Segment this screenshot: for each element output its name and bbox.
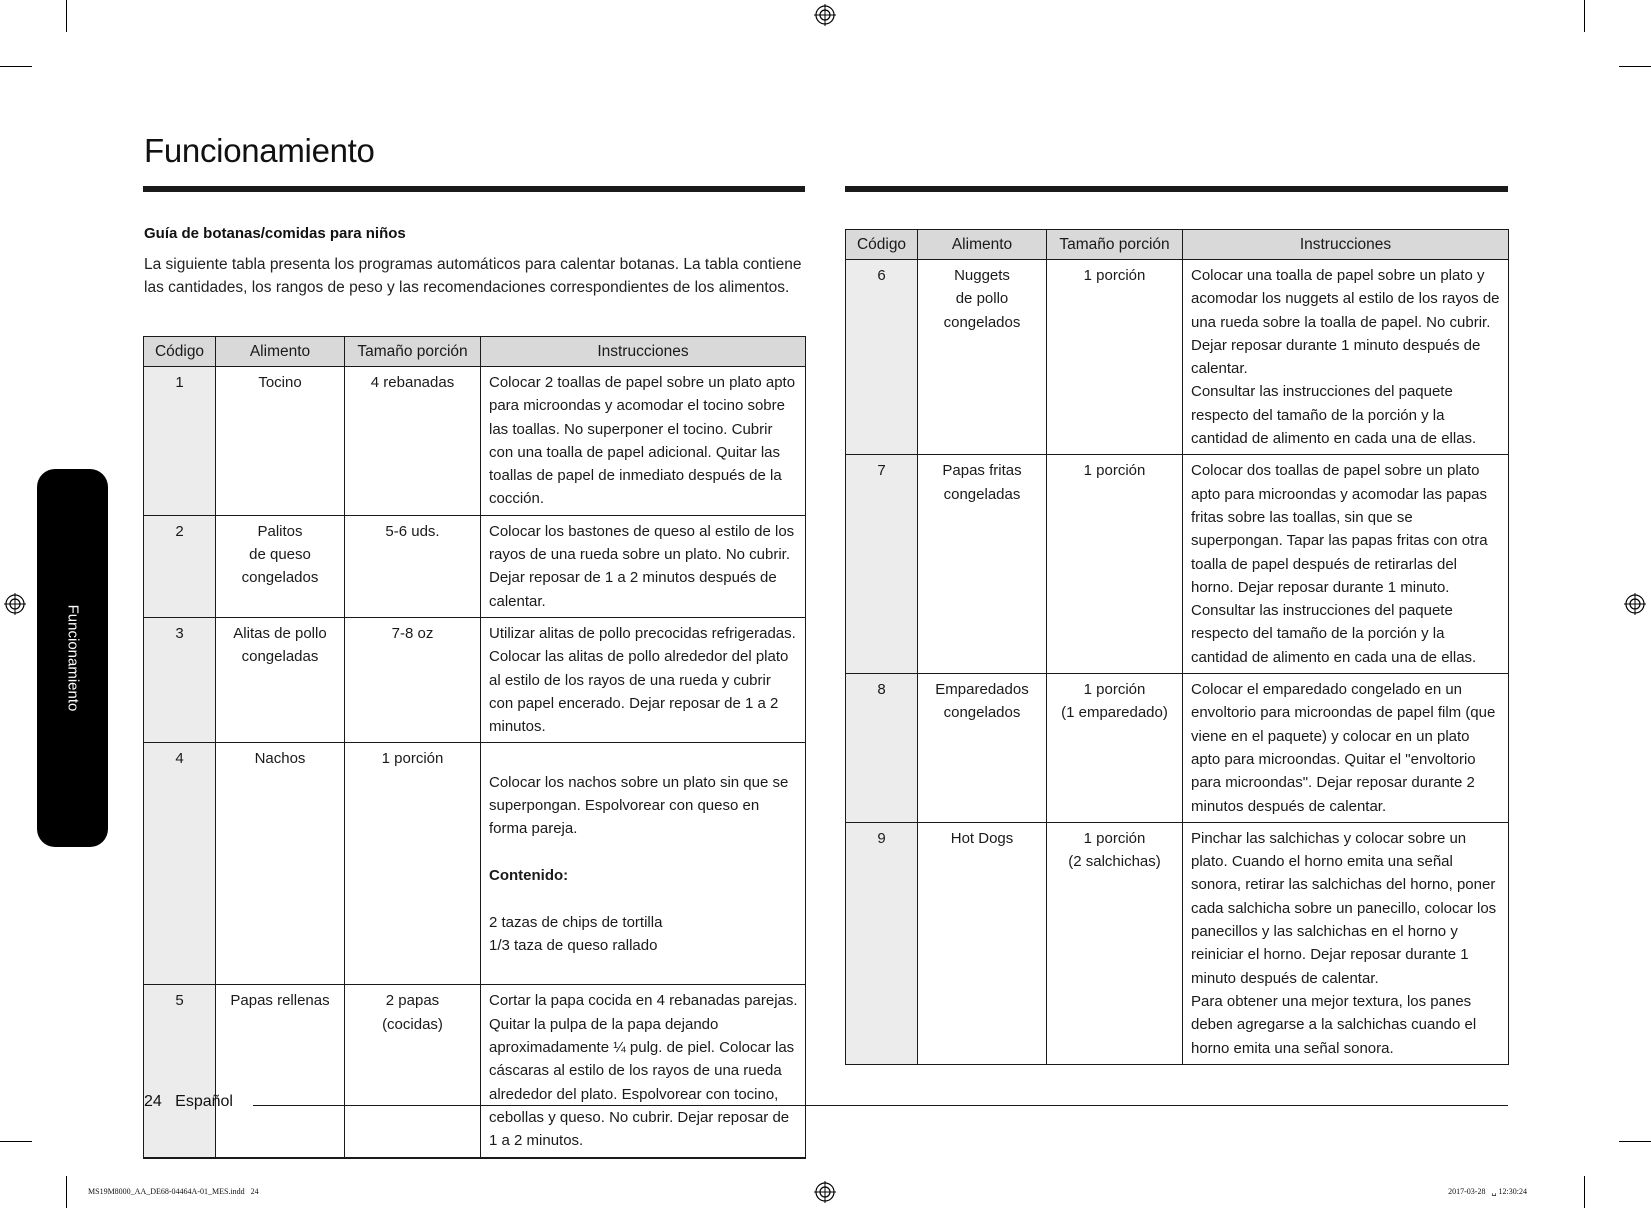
crop-mark [66, 1176, 67, 1208]
row-code: 4 [144, 743, 216, 985]
crop-mark [1619, 66, 1651, 67]
row-instructions: Cortar la papa cocida en 4 rebanadas parejas. Quitar la pulpa de la papa dejando aproximadamente ¼ pulg. de piel. Colocar las cáscaras al estilo de los rayos de una rueda alrededor del plato. Espolvorear con tocino, cebollas y queso. No cubrir. Dejar reposar de 1 a 2 minutos. [481, 985, 806, 1158]
page-number: 24 [144, 1093, 162, 1110]
side-chapter-tab [37, 469, 108, 847]
row-food: Emparedados congelados [918, 674, 1047, 823]
header-portion: Tamaño porción [345, 337, 481, 367]
table-row [846, 455, 1509, 674]
row-instructions: Colocar dos toallas de papel sobre un plato apto para microondas y acomodar las papas fritas sobre las toallas, sin que se superpongan. Tapar las papas fritas con otra toalla de papel después de retirarlas del horno. Dejar reposar durante 1 minuto. Consultar las instrucciones del paquete respecto del tamaño de la porción y la cantidad de alimento en cada una de ellas. [1183, 455, 1509, 674]
row-code: 2 [144, 515, 216, 617]
crop-mark [1619, 1141, 1651, 1142]
header-instructions: Instrucciones [1183, 230, 1509, 260]
row-food: Nuggets de pollo congelados [918, 260, 1047, 455]
snack-guide-table-left [143, 336, 806, 1159]
header-portion: Tamaño porción [1047, 230, 1183, 260]
row-code: 9 [846, 822, 918, 1064]
row-instructions: Colocar el emparedado congelado en un envoltorio para microondas de papel film (que viene en el paquete) y colocar en un plato apto para microondas. Quitar el "envoltorio para microondas". Dejar reposar durante 2 minutos después de calentar. [1183, 674, 1509, 823]
table-row [144, 515, 806, 617]
registration-mark-icon [1624, 593, 1646, 615]
row-food: Nachos [216, 743, 345, 985]
print-slug-date: 2017-03-28 ␣ 12:30:24 [1448, 1187, 1527, 1196]
row-portion: 1 porción [1047, 260, 1183, 455]
row-instructions: Colocar los nachos sobre un plato sin que se superpongan. Espolvorear con queso en forma pareja. [489, 773, 789, 838]
crop-mark [0, 1141, 32, 1142]
table-header-row [846, 230, 1509, 260]
row-food: Hot Dogs [918, 822, 1047, 1064]
crop-mark [1584, 1176, 1585, 1208]
row-instructions: Colocar 2 toallas de papel sobre un plato apto para microondas y acomodar el tocino sobre las toallas. No superponer el tocino. Cubrir con una toalla de papel adicional. Quitar las toallas de papel de inmediato después de la cocción. [481, 367, 806, 516]
section-intro: La siguiente tabla presenta los programas automáticos para calentar botanas. La tabla contiene las cantidades, los rangos de peso y las recomendaciones correspondientes de los alimentos. [144, 256, 802, 297]
row-code: 8 [846, 674, 918, 823]
print-slug-file: MS19M8000_AA_DE68-04464A-01_MES.indd 24 [88, 1187, 259, 1196]
row-code: 1 [144, 367, 216, 516]
row-code: 5 [144, 985, 216, 1158]
row-portion: 5-6 uds. [345, 515, 481, 617]
header-food: Alimento [918, 230, 1047, 260]
page-title: Funcionamiento [144, 132, 375, 169]
table-row [846, 260, 1509, 455]
row-food: Tocino [216, 367, 345, 516]
snack-guide-table-right [845, 229, 1509, 1065]
table-row [144, 985, 806, 1158]
row-code: 6 [846, 260, 918, 455]
section-heading: Guía de botanas/comidas para niños [144, 225, 406, 242]
side-tab-label: Funcionamiento [64, 604, 81, 712]
page-language: Español [175, 1093, 233, 1110]
registration-mark-icon [4, 593, 26, 615]
title-rule-left [143, 186, 805, 192]
row-instructions: Pinchar las salchichas y colocar sobre un plato. Cuando el horno emita una señal sonora, retirar las salchichas del horno, poner cada salchicha sobre un panecillo, colocar los panecillos y las salchichas en el horno y reiniciar el horno. Dejar reposar durante 1 minuto después de calentar. Para obtener una mejor textura, los panes deben agregarse a la salchichas cuando el horno emita una señal sonora. [1183, 822, 1509, 1064]
table-row [144, 617, 806, 742]
row-portion: 2 papas (cocidas) [345, 985, 481, 1158]
row-code: 3 [144, 617, 216, 742]
header-code: Código [846, 230, 918, 260]
row-portion: 1 porción (1 emparedado) [1047, 674, 1183, 823]
footer-rule [253, 1105, 1508, 1106]
table-row [846, 674, 1509, 823]
contents-label: Contenido: [489, 866, 569, 884]
table-row [144, 743, 806, 985]
header-code: Código [144, 337, 216, 367]
row-portion: 4 rebanadas [345, 367, 481, 516]
row-instructions: Colocar los bastones de queso al estilo de los rayos de una rueda sobre un plato. No cubrir. Dejar reposar de 1 a 2 minutos después de calentar. [481, 515, 806, 617]
table-row [846, 822, 1509, 1064]
table-row [144, 367, 806, 516]
row-code: 7 [846, 455, 918, 674]
row-instructions: Colocar una toalla de papel sobre un plato y acomodar los nuggets al estilo de los rayos de una rueda sobre la toalla de papel. No cubrir. Dejar reposar durante 1 minuto después de calentar. Consultar las instrucciones del paquete respecto del tamaño de la porción y la cantidad de alimento en cada una de ellas. [1183, 260, 1509, 455]
row-instructions: Utilizar alitas de pollo precocidas refrigeradas. Colocar las alitas de pollo alrededor del plato al estilo de los rayos de una rueda y cubrir con papel encerado. Dejar reposar de 1 a 2 minutos. [481, 617, 806, 742]
row-food: Papas fritas congeladas [918, 455, 1047, 674]
page-footer [144, 1093, 233, 1111]
row-portion: 1 porción [345, 743, 481, 985]
contents-text: 2 tazas de chips de tortilla 1/3 taza de queso rallado [489, 913, 663, 954]
row-instructions-cell [481, 743, 806, 985]
crop-mark [66, 0, 67, 32]
table-header-row [144, 337, 806, 367]
crop-mark [0, 66, 32, 67]
row-portion: 7-8 oz [345, 617, 481, 742]
registration-mark-icon [814, 4, 836, 26]
row-food: Papas rellenas [216, 985, 345, 1158]
row-portion: 1 porción [1047, 455, 1183, 674]
row-food: Palitos de queso congelados [216, 515, 345, 617]
header-instructions: Instrucciones [481, 337, 806, 367]
crop-mark [1584, 0, 1585, 32]
header-food: Alimento [216, 337, 345, 367]
title-rule-right [845, 186, 1508, 192]
row-food: Alitas de pollo congeladas [216, 617, 345, 742]
row-portion: 1 porción (2 salchichas) [1047, 822, 1183, 1064]
registration-mark-icon [814, 1181, 836, 1203]
